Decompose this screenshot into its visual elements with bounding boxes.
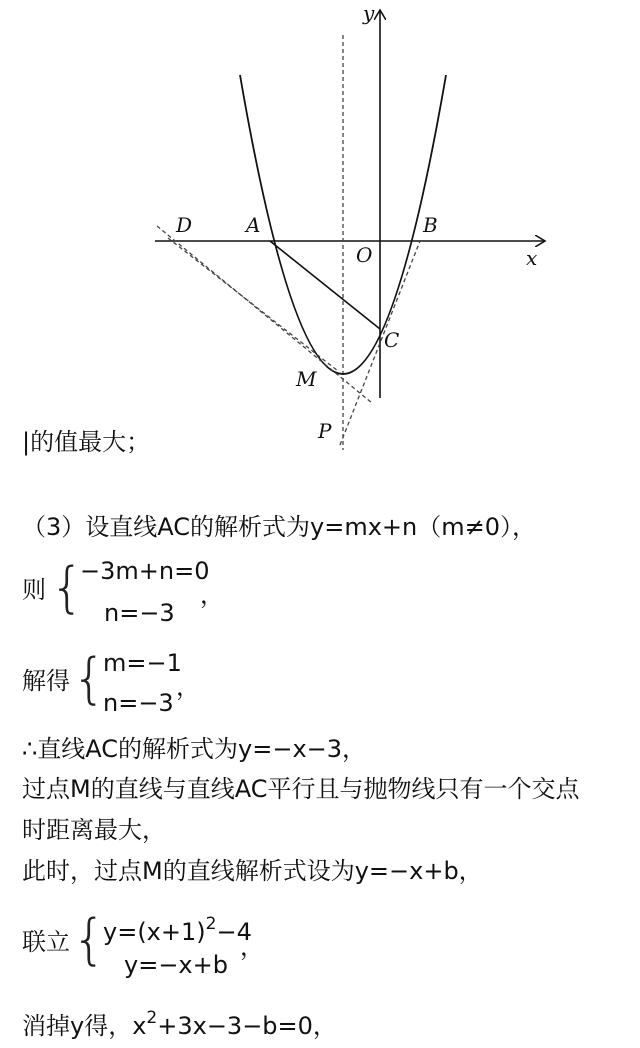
text-line-4: 过点M的直线与直线AC平行且与抛物线只有一个交点	[22, 775, 580, 803]
text-line-7-exponent: 2	[146, 1008, 158, 1028]
system-2-eq1: m=−1	[103, 649, 182, 677]
system-3-eq1	[103, 909, 252, 947]
label-d: D	[176, 213, 193, 237]
system-1-eq2: n=−3	[104, 599, 175, 627]
system-2-suffix: ，	[176, 673, 200, 701]
text-line-7-a: 消掉y得，x	[22, 1012, 147, 1040]
label-x: x	[526, 246, 538, 270]
system-3-prefix: 联立	[22, 928, 70, 956]
system-3-eq1-base: y=(x+1)	[103, 918, 206, 946]
system-1-prefix: 则	[22, 576, 46, 604]
system-3-eq1-rest: −4	[216, 918, 252, 946]
system-2-eq2: n=−3	[103, 689, 174, 717]
text-line-2: （3）设直线AC的解析式为y=mx+n（m≠0），	[22, 513, 536, 541]
system-1-suffix: ，	[200, 581, 224, 609]
text-line-5: 时距离最大，	[22, 816, 166, 844]
text-line-3: ∴直线AC的解析式为y=−x−3，	[22, 735, 367, 763]
system-2-brace: {	[72, 647, 107, 710]
label-m: M	[296, 367, 317, 391]
parabola-figure	[0, 0, 640, 455]
system-1-eq1: −3m+n=0	[80, 557, 210, 585]
system-3-suffix: ，	[240, 933, 264, 961]
system-3-eq1-exponent: 2	[205, 914, 217, 934]
label-c: C	[384, 328, 400, 352]
text-line-7	[22, 1003, 337, 1041]
label-a: A	[246, 213, 261, 237]
label-y: y	[363, 1, 375, 25]
label-o: O	[356, 243, 373, 267]
dashed-line-d	[157, 226, 372, 403]
text-line-7-b: +3x−3−b=0，	[157, 1012, 337, 1040]
label-b: B	[423, 213, 438, 237]
system-2-prefix: 解得	[22, 667, 70, 695]
system-3-eq2: y=−x+b	[124, 951, 228, 979]
dashed-line-d-m	[168, 238, 338, 371]
label-p: P	[318, 419, 332, 443]
text-line-1: |的值最大；	[22, 428, 151, 456]
system-3-brace: {	[72, 908, 107, 971]
system-1-brace: {	[50, 556, 85, 619]
text-line-6: 此时，过点M的直线解析式设为y=−x+b，	[22, 857, 483, 885]
